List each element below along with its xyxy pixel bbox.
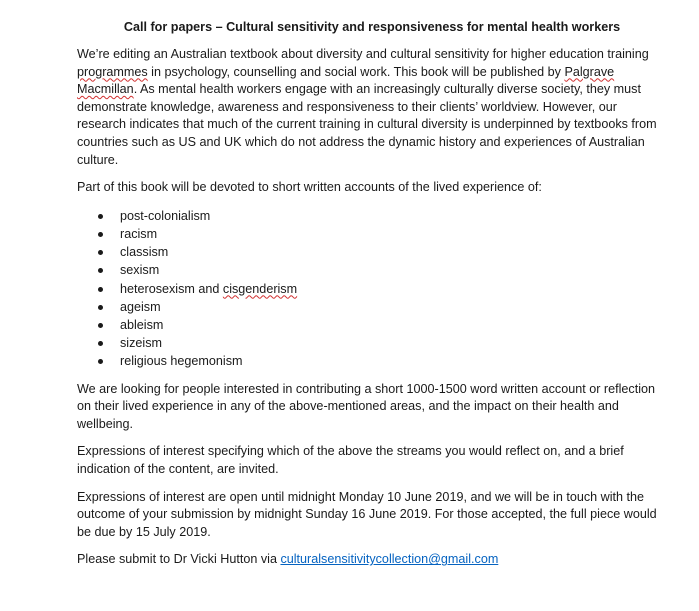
list-intro-paragraph: Part of this book will be devoted to short written accounts of the lived experience of:	[77, 180, 542, 195]
bullet-icon	[98, 359, 103, 364]
looking-for-paragraph: We are looking for people interested in contributing a short 1000-1500 word written account or reflection on their lived experience in any of the above-mentioned areas, and the impact on their health and wellbeing.	[77, 381, 656, 431]
list-item: ableism	[77, 316, 667, 334]
bullet-icon	[98, 323, 103, 328]
intro-text-2: in psychology, counselling and social work. This book will be published by	[147, 64, 565, 79]
intro-text-3: . As mental health workers engage with an increasingly culturally diverse society, they must demonstrate knowledge, awareness and responsiveness to their clients’ worldview. However, our research indicates that much of the current training in cultural diversity is underpinned by textbooks from countries such as US and UK which do not address the dynamic history and experiences of Australian culture.	[77, 82, 657, 167]
expressions-paragraph: Expressions of interest specifying which of the above the streams you would reflect on, and a brief indication of the content, are invited.	[77, 444, 624, 476]
spellcheck-flagged-word[interactable]: programmes	[77, 64, 148, 79]
list-item: racism	[77, 225, 667, 243]
submit-paragraph	[77, 551, 667, 569]
deadline-paragraph: Expressions of interest are open until midnight Monday 10 June 2019, and we will be in touch with the outcome of your submission by midnight Sunday 16 June 2019. For those accepted, the full piece would be due by 15 July 2019.	[77, 489, 657, 539]
spellcheck-flagged-word[interactable]: cisgenderism	[222, 281, 298, 296]
list-item: classism	[77, 243, 667, 261]
list-item: sexism	[77, 261, 667, 279]
bullet-icon	[98, 341, 103, 346]
bullet-icon	[98, 268, 103, 273]
intro-paragraph	[77, 46, 667, 169]
email-link[interactable]: culturalsensitivitycollection@gmail.com	[280, 552, 499, 567]
intro-text-1: We’re editing an Australian textbook about diversity and cultural sensitivity for higher education training	[77, 47, 649, 61]
spellcheck-flagged-name[interactable]: Palgrave Macmillan	[77, 64, 615, 97]
bullet-icon	[98, 250, 103, 255]
list-item: ageism	[77, 298, 667, 316]
topics-list	[77, 207, 667, 371]
submit-text: Please submit to Dr Vicki Hutton via	[77, 552, 281, 567]
list-item: heterosexism and cisgenderism	[77, 280, 667, 298]
bullet-icon	[98, 214, 103, 219]
list-item: post-colonialism	[77, 207, 667, 225]
bullet-icon	[98, 287, 103, 292]
bullet-icon	[98, 232, 103, 237]
bullet-icon	[98, 305, 103, 310]
list-item: sizeism	[77, 334, 667, 352]
document-title: Call for papers – Cultural sensitivity and responsiveness for mental health workers	[123, 20, 621, 34]
list-item: religious hegemonism	[77, 352, 667, 370]
document-page	[77, 18, 667, 579]
